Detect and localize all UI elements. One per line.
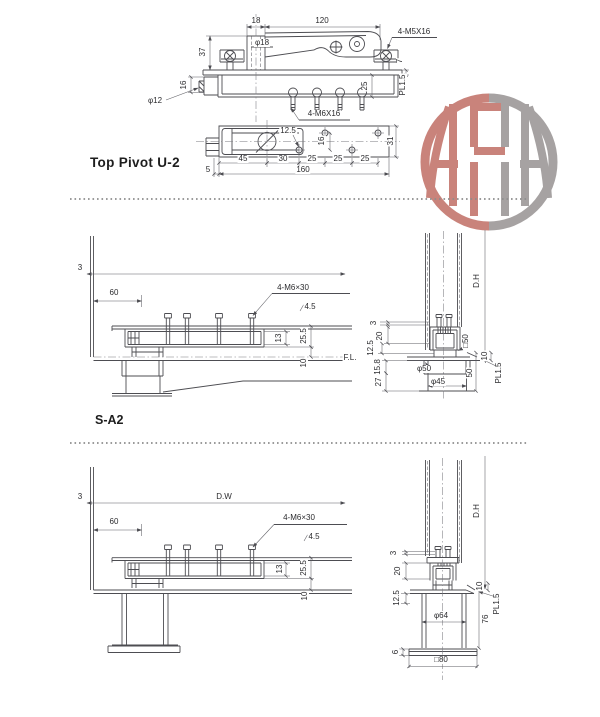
title-top-pivot: Top Pivot U-2 — [90, 155, 180, 170]
label-screw-m6: 4-M6X16 — [307, 109, 341, 118]
dim-13-mid: 13 — [274, 333, 283, 343]
dim-27: 27 — [374, 377, 383, 387]
dim-3-bot: 3 — [389, 550, 398, 556]
dim-5: 5 — [205, 165, 211, 174]
dim-dia18: φ18 — [254, 38, 270, 47]
label-screw-m5: 4-M5X16 — [397, 27, 431, 36]
label-dh-bot: D.H — [472, 504, 481, 518]
dim-3-wall-mid: 3 — [77, 263, 83, 272]
dim-sq50: □50 — [461, 334, 470, 348]
brand-logo — [425, 98, 553, 226]
view-sa2-floor-section — [87, 236, 352, 396]
dim-12-5-bot: 12.5 — [392, 590, 401, 606]
dim-sq80: □80 — [434, 655, 448, 664]
dim-25-5-mid: 25.5 — [299, 328, 308, 344]
dim-dia64: φ64 — [433, 611, 449, 620]
dim-160: 160 — [296, 165, 310, 174]
dim-120: 120 — [315, 16, 329, 25]
dim-12-5-mid: 12.5 — [366, 340, 375, 356]
dim-20-bot: 20 — [393, 566, 402, 576]
dim-dia45: φ45 — [430, 377, 446, 386]
dim-t45-mid: 4.5 — [304, 302, 316, 311]
dim-t45-bot: 4.5 — [308, 532, 320, 541]
dim-25-b: 25 — [333, 154, 343, 163]
dim-31: 31 — [386, 136, 395, 146]
dim-3-wall-bot: 3 — [77, 492, 83, 501]
dim-15-8: 15.8 — [373, 359, 382, 375]
dim-76: 76 — [481, 614, 490, 624]
dim-37: 37 — [198, 47, 207, 57]
dim-25-c: 25 — [360, 154, 370, 163]
label-pl15-mid: PL1.5 — [494, 362, 503, 384]
dim-25-a: 25 — [307, 154, 317, 163]
dim-30: 30 — [278, 154, 288, 163]
dim-6: 6 — [391, 649, 400, 655]
label-pl15-bot: PL1.5 — [492, 593, 501, 615]
label-bolt-mid: 4-M6×30 — [277, 283, 309, 292]
dim-3-mid: 3 — [369, 320, 378, 326]
dim-10-floor-bot: 10 — [300, 591, 309, 601]
dim-13-bot: 13 — [275, 564, 284, 574]
dim-50: 50 — [465, 368, 474, 378]
label-plate-top: PL1.5 — [398, 74, 407, 96]
title-section: S-A2 — [95, 413, 124, 427]
dim-60-bot: 60 — [109, 517, 119, 526]
dim-10-plate-bot: 10 — [475, 581, 484, 591]
label-bolt-bot: 4-M6×30 — [283, 513, 315, 522]
dim-20-mid: 20 — [375, 331, 384, 341]
dim-7: 7 — [395, 58, 404, 64]
dim-10-floor-mid: 10 — [299, 358, 308, 368]
dim-16-side: 16 — [179, 80, 188, 90]
dim-10-plate-mid: 10 — [480, 351, 489, 361]
dim-25-5-bot: 25.5 — [299, 560, 308, 576]
label-dh-mid: D.H — [472, 274, 481, 288]
dim-16-plan: 16 — [317, 136, 326, 146]
dim-dia50: φ50 — [416, 364, 432, 373]
label-fl: F.L. — [343, 353, 357, 362]
view-dw-jamb-detail — [399, 456, 496, 680]
dim-dia12: φ12 — [147, 96, 163, 105]
dim-18: 18 — [251, 16, 261, 25]
dim-25-body: 25 — [360, 81, 369, 91]
label-dw: D.W — [216, 492, 232, 501]
dim-45: 45 — [238, 154, 248, 163]
dim-12-5-plan: 12.5 — [280, 126, 296, 135]
dim-60-mid: 60 — [109, 288, 119, 297]
